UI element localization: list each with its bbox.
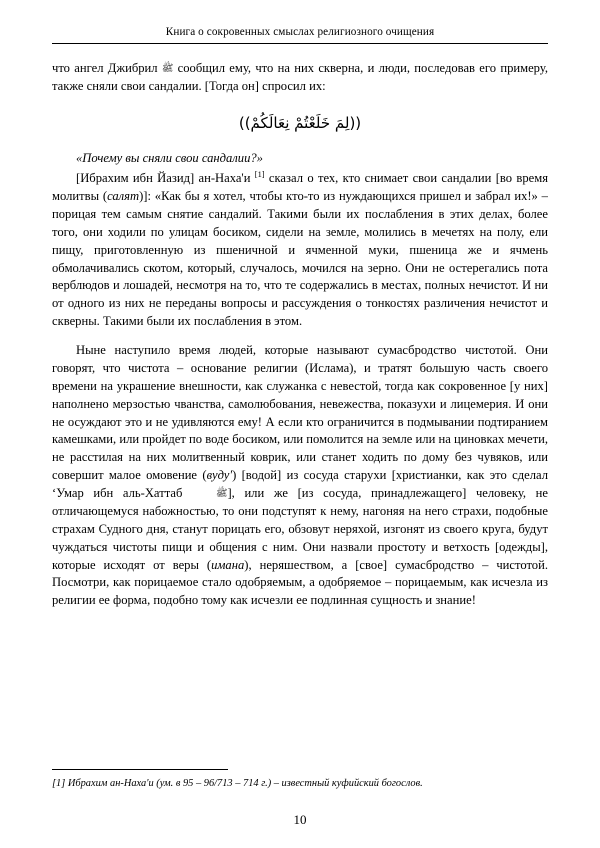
paragraph-3-text-c: ], или же [из сосуда, принадлежащего] человеку, не отличающемуся набожностью, то они подступят к нему, нагоняя на него страхи, подобные страхам Судного дня, станут порицать его, обзовут неряхой, изгонят из своего круга, будут чуждаться﻿ чистоты пищи и общения с ним. Они назвали простоту и ветхость [одежды], которые исходят от веры (	[52, 486, 548, 572]
paragraph-3-italic-iman: имана	[211, 557, 245, 572]
paragraph-2-italic-salyat: салят	[107, 189, 140, 203]
paragraph-2-text-b: сказал о тех, кто снимает свои сандалии [во время молитвы (	[52, 171, 548, 203]
paragraph-1-text-a: что ангел Джибрил	[52, 61, 158, 75]
paragraph-3-italic-wudu: вуду'	[206, 468, 233, 483]
paragraph-spacer	[52, 331, 548, 342]
radiyallahu-glyph-icon: ﷺ	[215, 488, 228, 499]
footnote-separator	[52, 769, 228, 770]
paragraph-3-text-b: ) [водой] из сосуда старухи [христианки, как это сделал ʻУмар ибн аль-Хаттаб	[52, 468, 548, 500]
paragraph-continuation	[52, 60, 548, 96]
paragraph-2-text-a: [Ибрахим ибн Йазид] ан-Наха'и	[76, 171, 255, 186]
paragraph-3-text-a: Ныне наступило время людей, которые называют сумасбродство чистотой. Они говорят, что чистота – основание религии (Ислама), и тратят большую часть своего времени на украшение внешности, как служанка с невестой, тогда как сокровенное [у них] наполнено мерзостью чванства, самолюбования, невежества, показухи и лицемерия. И они не осуждают это и не удивляются ему! А если кто ограничится в подмывании подтиранием камешками, или пройдет по воде босиком, или помолится на земле или на циновках мечети, не расстилая на них молитвенный коврик, или станет ходить по дому без чувяков, или совершит малое омовение (	[52, 343, 548, 483]
page-number: 10	[293, 812, 307, 827]
quotation-translation: «Почему вы сняли свои сандалии?»	[76, 151, 263, 166]
footnote-marker-1[interactable]: [1]	[254, 169, 265, 179]
paragraph-2	[52, 170, 548, 331]
sallallahu-glyph-icon: ﷺ	[161, 63, 174, 74]
page-body	[52, 60, 548, 610]
paragraph-3-text-d: ), неряшеством, а [свое] сумасбродство – чистотой. Посмотри, как порицаемое стало одобряемым, а одобряемое – порицаемым, как исчезла из религии ее форма, подобно тому как исчезли ее подлинная сущность и знание!	[52, 557, 548, 608]
running-header: Книга о сокровенных смыслах религиозного очищения	[52, 26, 548, 44]
footnote-1: [1] Ибрахим ан-Наха'и (ум. в 95 – 96/713 – 714 г.) – известный куфийский богослов.	[52, 778, 423, 790]
footnote-area	[52, 769, 548, 792]
paragraph-2-text-c: )]: «Как бы я хотел, чтобы кто-то из нуждающихся пришел и забрал их!» – порицая тем самым снятие сандалий. Такими были их послабления в этих делах, более того, они ходили по улицам босиком, сидели на земле, молились в мечетях на полу, ели пищу, приготовленную из пшеничной и ячменной муки, пшеница же и ячмень обмолачивались скотом, который, случалось, мочился на зерно. Они не остерегались пота верблюдов и лошадей, несмотря на то, что те содержались в местах, полных нечистот. И ни от одного из них не переданы вопросы и рассуждения о тонкостях различения нечистот и скверны. Такими были их послабления в этом.	[52, 189, 548, 329]
paragraph-1-text-b: сообщил ему, что на них скверна, и люди, последовав его примеру, также сняли свои сандалии. [Тогда он] спросил их:	[52, 61, 548, 93]
paragraph-3	[52, 342, 548, 610]
arabic-quotation: ((لِمَ خَلَعْتُمْ نِعَالَكُمْ))	[238, 113, 362, 132]
